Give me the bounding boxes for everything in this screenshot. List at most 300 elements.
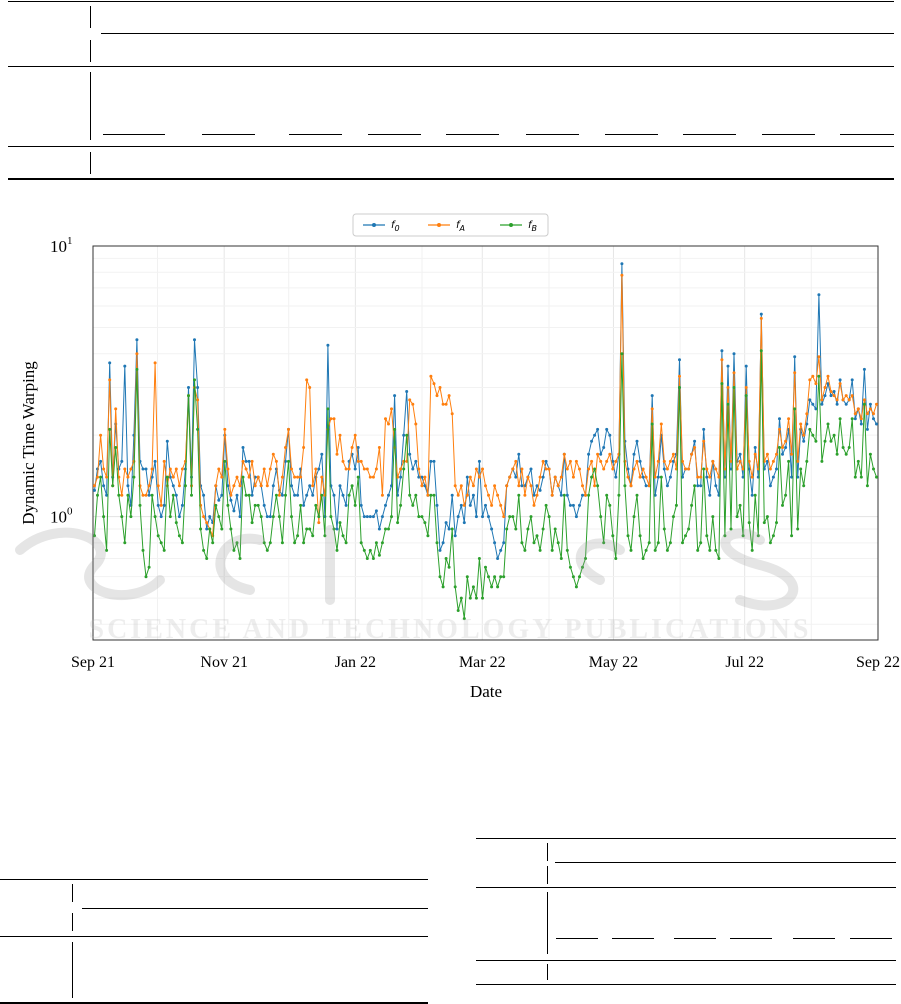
data-point bbox=[687, 528, 690, 531]
data-point bbox=[708, 494, 711, 497]
data-point bbox=[836, 403, 839, 406]
data-point bbox=[408, 398, 411, 401]
data-point bbox=[651, 394, 654, 397]
data-point bbox=[645, 484, 648, 487]
data-point bbox=[429, 494, 432, 497]
data-point bbox=[833, 434, 836, 437]
data-point bbox=[714, 549, 717, 552]
data-point bbox=[381, 494, 384, 497]
data-point bbox=[129, 468, 132, 471]
data-point bbox=[126, 476, 129, 479]
data-point bbox=[633, 515, 636, 518]
data-point bbox=[842, 398, 845, 401]
data-point bbox=[620, 274, 623, 277]
data-point bbox=[408, 494, 411, 497]
data-point bbox=[396, 521, 399, 524]
data-point bbox=[445, 403, 448, 406]
data-point bbox=[551, 494, 554, 497]
data-point bbox=[193, 338, 196, 341]
data-point bbox=[360, 504, 363, 507]
data-point bbox=[669, 460, 672, 463]
data-point bbox=[778, 446, 781, 449]
data-point bbox=[827, 375, 830, 378]
data-point bbox=[208, 528, 211, 531]
data-point bbox=[620, 262, 623, 265]
data-point bbox=[145, 494, 148, 497]
data-point bbox=[339, 484, 342, 487]
data-point bbox=[196, 428, 199, 431]
data-point bbox=[690, 453, 693, 456]
data-point bbox=[811, 403, 814, 406]
data-point bbox=[602, 541, 605, 544]
data-point bbox=[817, 355, 820, 358]
data-point bbox=[236, 494, 239, 497]
data-point bbox=[502, 515, 505, 518]
data-point bbox=[320, 494, 323, 497]
data-point bbox=[733, 386, 736, 389]
data-point bbox=[387, 423, 390, 426]
data-point bbox=[481, 468, 484, 471]
data-point bbox=[293, 541, 296, 544]
data-point bbox=[657, 460, 660, 463]
data-point bbox=[526, 528, 529, 531]
data-point bbox=[417, 468, 420, 471]
data-point bbox=[172, 494, 175, 497]
data-point bbox=[657, 476, 660, 479]
data-point bbox=[648, 541, 651, 544]
data-point bbox=[317, 515, 320, 518]
data-point bbox=[166, 476, 169, 479]
data-point bbox=[357, 476, 360, 479]
data-point bbox=[469, 597, 472, 600]
data-point bbox=[181, 541, 184, 544]
svg-text:SCIENCE AND TECHNOLOGY PUBLICA: SCIENCE AND TECHNOLOGY PUBLICATIONS bbox=[88, 614, 812, 645]
data-point bbox=[399, 476, 402, 479]
data-point bbox=[299, 476, 302, 479]
data-point bbox=[299, 504, 302, 507]
data-point bbox=[154, 361, 157, 364]
data-point bbox=[166, 440, 169, 443]
data-point bbox=[736, 515, 739, 518]
data-point bbox=[308, 528, 311, 531]
data-point bbox=[214, 484, 217, 487]
data-point bbox=[202, 515, 205, 518]
data-point bbox=[699, 541, 702, 544]
data-point bbox=[633, 468, 636, 471]
data-point bbox=[714, 484, 717, 487]
data-point bbox=[602, 468, 605, 471]
data-point bbox=[451, 494, 454, 497]
data-point bbox=[605, 494, 608, 497]
series-layer bbox=[93, 262, 878, 620]
data-point bbox=[814, 440, 817, 443]
x-tick-label: Sep 22 bbox=[856, 654, 900, 671]
data-point bbox=[860, 476, 863, 479]
data-point bbox=[448, 394, 451, 397]
data-point bbox=[760, 313, 763, 316]
data-point bbox=[117, 494, 120, 497]
data-point bbox=[439, 575, 442, 578]
top-table-rule-mid bbox=[8, 66, 894, 67]
data-point bbox=[390, 407, 393, 410]
data-point bbox=[290, 484, 293, 487]
data-point bbox=[278, 494, 281, 497]
data-point bbox=[384, 417, 387, 420]
data-point bbox=[236, 541, 239, 544]
data-point bbox=[148, 494, 151, 497]
data-point bbox=[584, 557, 587, 560]
data-point bbox=[802, 484, 805, 487]
data-point bbox=[251, 521, 254, 524]
data-point bbox=[545, 504, 548, 507]
data-point bbox=[684, 468, 687, 471]
data-point bbox=[630, 484, 633, 487]
data-point bbox=[839, 417, 842, 420]
data-point bbox=[496, 585, 499, 588]
data-point bbox=[269, 541, 272, 544]
data-point bbox=[857, 460, 860, 463]
data-point bbox=[854, 412, 857, 415]
data-point bbox=[199, 528, 202, 531]
y-tick-label: $10^1$ bbox=[50, 235, 73, 256]
data-point bbox=[487, 494, 490, 497]
data-point bbox=[530, 484, 533, 487]
data-point bbox=[602, 446, 605, 449]
data-point bbox=[411, 504, 414, 507]
data-point bbox=[475, 597, 478, 600]
data-point bbox=[539, 489, 542, 492]
top-table-col-divider bbox=[90, 40, 91, 62]
data-point bbox=[378, 446, 381, 449]
data-point bbox=[336, 453, 339, 456]
legend-marker bbox=[372, 223, 376, 227]
data-point bbox=[863, 398, 866, 401]
data-point bbox=[314, 468, 317, 471]
chart-legend bbox=[353, 214, 548, 236]
data-point bbox=[802, 434, 805, 437]
data-point bbox=[590, 460, 593, 463]
data-point bbox=[845, 403, 848, 406]
data-point bbox=[272, 484, 275, 487]
data-point bbox=[454, 585, 457, 588]
data-point bbox=[363, 468, 366, 471]
data-point bbox=[824, 394, 827, 397]
data-point bbox=[572, 504, 575, 507]
data-point bbox=[536, 534, 539, 537]
data-point bbox=[569, 504, 572, 507]
data-point bbox=[654, 549, 657, 552]
data-point bbox=[514, 460, 517, 463]
data-point bbox=[317, 468, 320, 471]
data-point bbox=[135, 338, 138, 341]
data-point bbox=[281, 494, 284, 497]
data-point bbox=[242, 446, 245, 449]
data-point bbox=[645, 549, 648, 552]
data-point bbox=[672, 453, 675, 456]
data-point bbox=[530, 468, 533, 471]
data-point bbox=[705, 476, 708, 479]
data-point bbox=[508, 476, 511, 479]
data-point bbox=[560, 476, 563, 479]
data-point bbox=[587, 453, 590, 456]
data-point bbox=[202, 494, 205, 497]
data-point bbox=[232, 484, 235, 487]
data-point bbox=[514, 476, 517, 479]
data-point bbox=[339, 434, 342, 437]
data-point bbox=[420, 515, 423, 518]
y-tick-labels bbox=[50, 235, 73, 527]
data-point bbox=[402, 434, 405, 437]
data-point bbox=[305, 378, 308, 381]
x-tick-labels bbox=[71, 654, 900, 671]
data-point bbox=[587, 494, 590, 497]
data-point bbox=[333, 417, 336, 420]
data-point bbox=[366, 468, 369, 471]
data-point bbox=[490, 528, 493, 531]
data-point bbox=[642, 557, 645, 560]
data-point bbox=[669, 476, 672, 479]
data-point bbox=[754, 446, 757, 449]
data-point bbox=[366, 557, 369, 560]
data-point bbox=[475, 468, 478, 471]
data-point bbox=[745, 386, 748, 389]
data-point bbox=[436, 504, 439, 507]
data-point bbox=[336, 549, 339, 552]
data-point bbox=[126, 494, 129, 497]
data-point bbox=[326, 407, 329, 410]
data-point bbox=[223, 460, 226, 463]
data-point bbox=[490, 585, 493, 588]
data-point bbox=[781, 446, 784, 449]
data-point bbox=[433, 382, 436, 385]
data-point bbox=[414, 460, 417, 463]
data-point bbox=[239, 557, 242, 560]
data-point bbox=[266, 484, 269, 487]
data-point bbox=[551, 549, 554, 552]
data-point bbox=[102, 484, 105, 487]
data-point bbox=[132, 476, 135, 479]
data-point bbox=[633, 453, 636, 456]
data-point bbox=[784, 446, 787, 449]
data-point bbox=[560, 494, 563, 497]
data-point bbox=[345, 504, 348, 507]
data-point bbox=[869, 407, 872, 410]
data-point bbox=[390, 515, 393, 518]
data-point bbox=[405, 434, 408, 437]
data-point bbox=[781, 504, 784, 507]
br-table-col-divider bbox=[547, 964, 548, 980]
data-point bbox=[129, 515, 132, 518]
data-point bbox=[257, 476, 260, 479]
data-point bbox=[827, 423, 830, 426]
data-point bbox=[693, 440, 696, 443]
data-point bbox=[254, 484, 257, 487]
data-point bbox=[433, 494, 436, 497]
br-table-col-divider bbox=[547, 892, 548, 954]
data-point bbox=[460, 597, 463, 600]
data-point bbox=[142, 549, 145, 552]
data-point bbox=[660, 423, 663, 426]
data-point bbox=[196, 386, 199, 389]
data-point bbox=[836, 453, 839, 456]
data-point bbox=[220, 476, 223, 479]
data-point bbox=[217, 515, 220, 518]
data-point bbox=[872, 417, 875, 420]
data-point bbox=[760, 349, 763, 352]
br-table-rule-top bbox=[476, 838, 896, 839]
data-point bbox=[520, 484, 523, 487]
data-point bbox=[357, 460, 360, 463]
data-point bbox=[796, 460, 799, 463]
data-point bbox=[426, 534, 429, 537]
data-point bbox=[411, 403, 414, 406]
data-point bbox=[245, 494, 248, 497]
data-point bbox=[757, 534, 760, 537]
data-point bbox=[599, 453, 602, 456]
data-point bbox=[772, 476, 775, 479]
data-point bbox=[193, 378, 196, 381]
data-point bbox=[575, 460, 578, 463]
data-point bbox=[363, 549, 366, 552]
data-point bbox=[354, 468, 357, 471]
data-point bbox=[593, 468, 596, 471]
data-point bbox=[287, 460, 290, 463]
data-point bbox=[305, 528, 308, 531]
data-point bbox=[251, 494, 254, 497]
data-point bbox=[790, 453, 793, 456]
data-point bbox=[239, 484, 242, 487]
data-point bbox=[102, 515, 105, 518]
data-point bbox=[636, 440, 639, 443]
data-point bbox=[739, 453, 742, 456]
data-point bbox=[596, 453, 599, 456]
data-point bbox=[572, 476, 575, 479]
data-point bbox=[733, 371, 736, 374]
data-point bbox=[578, 468, 581, 471]
data-point bbox=[599, 515, 602, 518]
data-point bbox=[523, 549, 526, 552]
bl-table-col-divider bbox=[72, 884, 73, 902]
data-point bbox=[851, 394, 854, 397]
data-point bbox=[375, 541, 378, 544]
data-point bbox=[323, 534, 326, 537]
data-point bbox=[805, 412, 808, 415]
data-point bbox=[517, 494, 520, 497]
data-point bbox=[505, 528, 508, 531]
data-point bbox=[160, 515, 163, 518]
data-point bbox=[875, 476, 878, 479]
data-point bbox=[354, 434, 357, 437]
x-tick-label: Sep 21 bbox=[71, 654, 115, 671]
data-point bbox=[769, 484, 772, 487]
data-point bbox=[205, 521, 208, 524]
data-point bbox=[439, 549, 442, 552]
top-table-rule-lower bbox=[8, 146, 894, 147]
data-point bbox=[439, 386, 442, 389]
data-point bbox=[499, 575, 502, 578]
data-point bbox=[278, 515, 281, 518]
legend-label: $f_0$ bbox=[391, 220, 400, 233]
data-point bbox=[533, 541, 536, 544]
data-point bbox=[372, 557, 375, 560]
data-point bbox=[569, 460, 572, 463]
data-point bbox=[102, 468, 105, 471]
data-point bbox=[172, 476, 175, 479]
data-point bbox=[269, 515, 272, 518]
data-point bbox=[608, 434, 611, 437]
data-point bbox=[175, 521, 178, 524]
data-point bbox=[799, 423, 802, 426]
data-point bbox=[378, 528, 381, 531]
data-point bbox=[478, 460, 481, 463]
data-point bbox=[645, 476, 648, 479]
data-point bbox=[163, 549, 166, 552]
data-point bbox=[163, 504, 166, 507]
data-point bbox=[420, 484, 423, 487]
data-point bbox=[142, 494, 145, 497]
data-point bbox=[320, 476, 323, 479]
data-point bbox=[232, 549, 235, 552]
x-tick-label: Nov 21 bbox=[200, 654, 248, 671]
top-table-col-divider bbox=[90, 6, 91, 28]
data-point bbox=[563, 453, 566, 456]
data-point bbox=[108, 361, 111, 364]
data-point bbox=[457, 609, 460, 612]
data-point bbox=[642, 468, 645, 471]
data-point bbox=[184, 484, 187, 487]
data-point bbox=[754, 494, 757, 497]
data-point bbox=[466, 476, 469, 479]
data-point bbox=[745, 365, 748, 368]
data-point bbox=[372, 515, 375, 518]
data-point bbox=[545, 460, 548, 463]
data-point bbox=[687, 468, 690, 471]
data-point bbox=[542, 476, 545, 479]
data-point bbox=[411, 468, 414, 471]
data-point bbox=[308, 484, 311, 487]
data-point bbox=[742, 534, 745, 537]
data-point bbox=[302, 541, 305, 544]
top-table-rule-top bbox=[8, 1, 894, 2]
data-point bbox=[260, 484, 263, 487]
data-point bbox=[536, 494, 539, 497]
data-point bbox=[111, 484, 114, 487]
data-point bbox=[614, 476, 617, 479]
data-point bbox=[820, 398, 823, 401]
data-point bbox=[705, 468, 708, 471]
data-point bbox=[181, 504, 184, 507]
data-point bbox=[702, 468, 705, 471]
data-point bbox=[348, 494, 351, 497]
data-point bbox=[787, 460, 790, 463]
data-point bbox=[766, 453, 769, 456]
data-point bbox=[554, 528, 557, 531]
data-point bbox=[808, 428, 811, 431]
data-point bbox=[348, 468, 351, 471]
top-table-col-divider bbox=[90, 152, 91, 174]
data-point bbox=[339, 521, 342, 524]
data-point bbox=[217, 499, 220, 502]
bl-table-rule-top bbox=[0, 879, 428, 880]
data-point bbox=[739, 460, 742, 463]
data-point bbox=[587, 468, 590, 471]
data-point bbox=[696, 549, 699, 552]
data-point bbox=[454, 534, 457, 537]
data-point bbox=[572, 575, 575, 578]
data-point bbox=[614, 557, 617, 560]
data-point bbox=[135, 352, 138, 355]
data-point bbox=[384, 504, 387, 507]
